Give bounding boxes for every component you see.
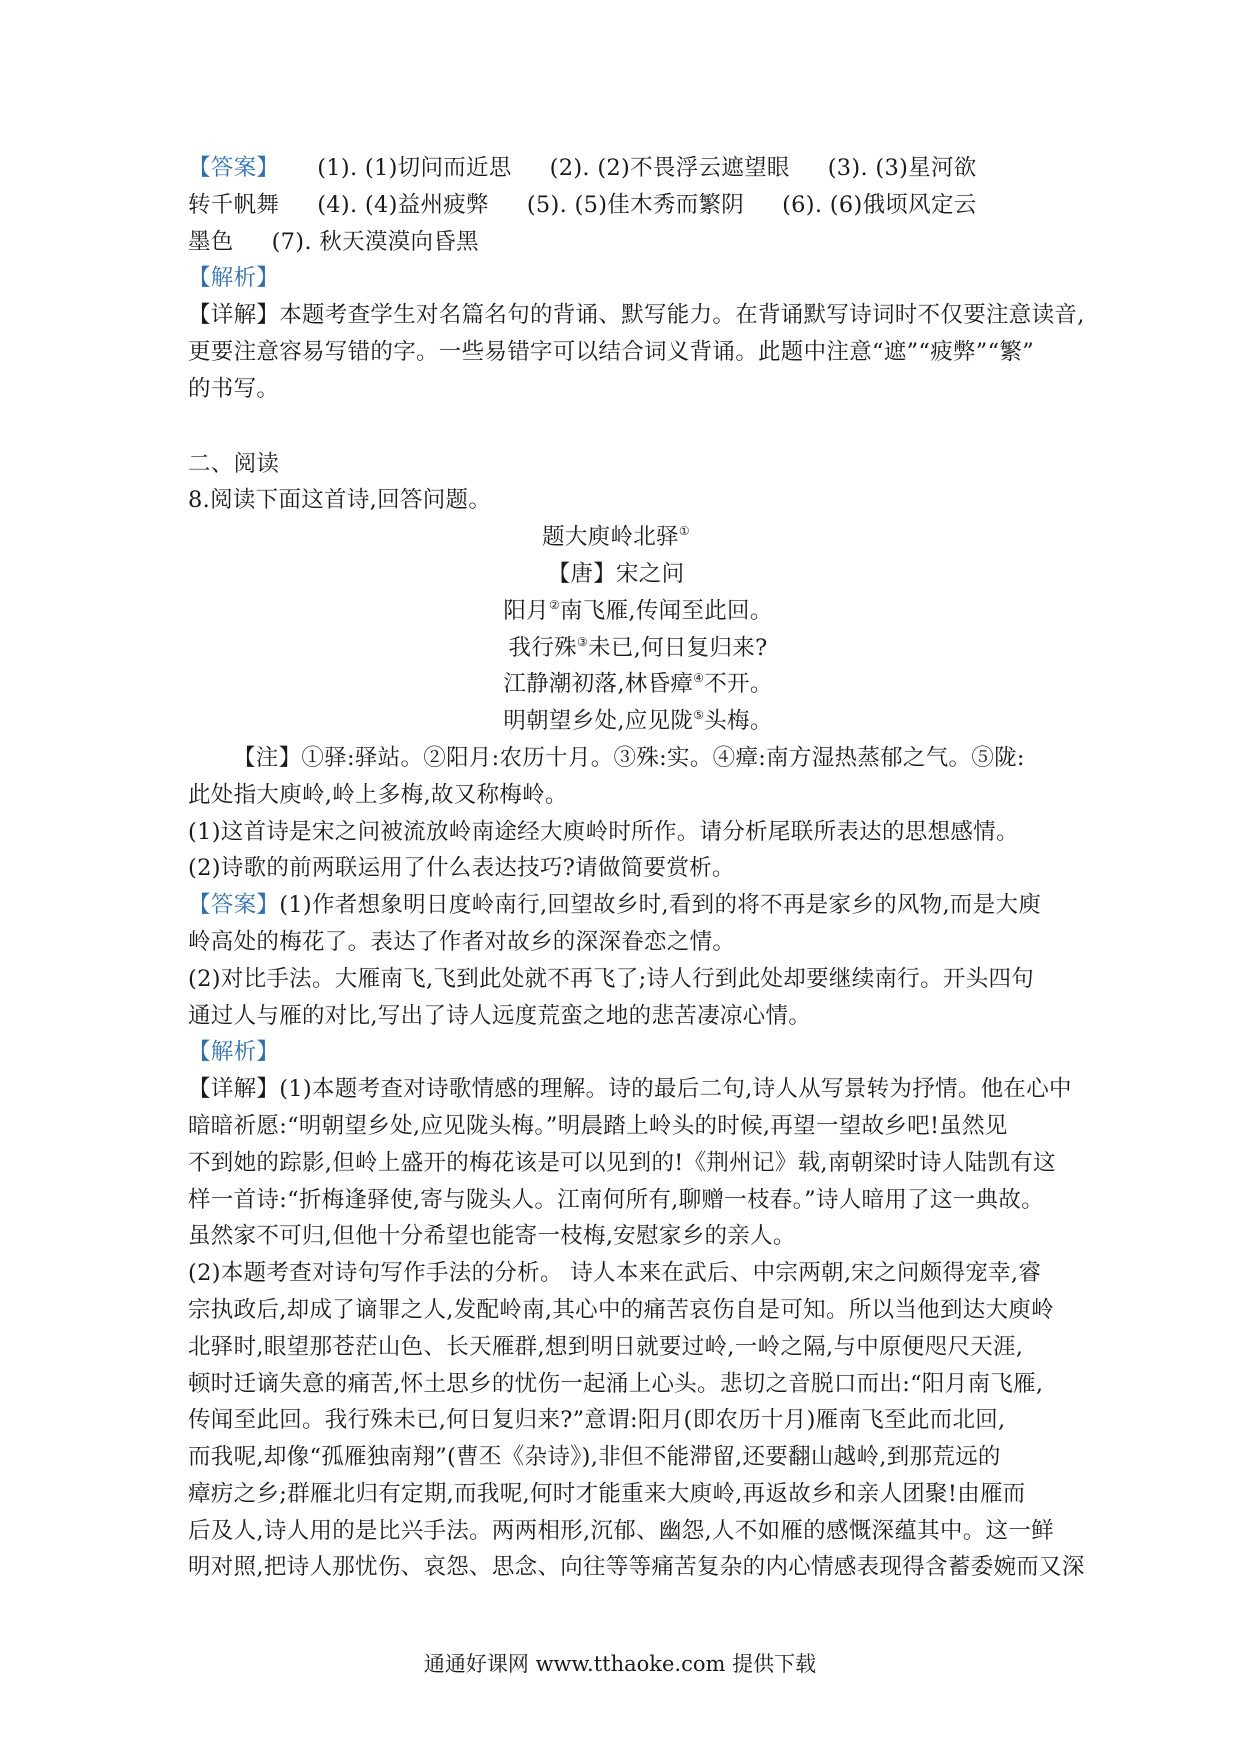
answer-item: (2). (2)不畏浮云遮望眼 (549, 155, 790, 181)
answer2-line: 通过人与雁的对比,写出了诗人远度荒蛮之地的悲苦凄凉心情。 (188, 1002, 812, 1029)
analysis-tag: 【解析】 (188, 1039, 280, 1066)
poem-notes: 此处指大庾岭,岭上多梅,故又称梅岭。 (188, 781, 568, 808)
detail-tag: 【详解】 (188, 1076, 280, 1103)
answer-item: (3). (3)星河欲 (827, 155, 977, 181)
sub-question: (2)诗歌的前两联运用了什么表达技巧?请做简要赏析。 (188, 855, 735, 882)
footnote-marker: ④ (693, 671, 705, 686)
detail-line: 不到她的踪影,但岭上盛开的梅花该是可以见到的!《荆州记》载,南朝梁时诗人陆凯有这 (188, 1149, 1056, 1176)
poem-notes: 【注】①驿:驿站。②阳月:农历十月。③殊:实。④瘴:南方湿热蒸郁之气。⑤陇: (233, 744, 1025, 771)
answer-item: (6). (6)俄顷风定云 (782, 191, 977, 218)
question-prompt: 8.阅读下面这首诗,回答问题。 (188, 487, 492, 514)
poem-author: 【唐】宋之问 (547, 560, 685, 587)
section-heading: 二、阅读 (188, 450, 280, 477)
detail-line: 北驿时,眼望那苍茫山色、长天雁群,想到明日就要过岭,一岭之隔,与中原便咫尺天涯, (188, 1333, 1024, 1360)
answer-item: (4). (4)益州疲弊 (317, 191, 489, 218)
detail-line: 后及人,诗人用的是比兴手法。两两相形,沉郁、幽怨,人不如雁的感慨深蕴其中。这一鲜 (188, 1517, 1054, 1544)
poem-title: 题大庾岭北驿① (542, 524, 690, 551)
answer-item: (5). (5)佳木秀而繁阴 (526, 191, 745, 218)
answer-line-2 (188, 187, 1060, 224)
detail-line: 明对照,把诗人那忧伤、哀怨、思念、向往等等痛苦复杂的内心情感表现得含蓄委婉而又深 (188, 1554, 1085, 1581)
poem-line: 我行殊③未已,何日复归来? (508, 634, 768, 661)
answer2-line: (2)对比手法。大雁南飞,飞到此处就不再飞了;诗人行到此处却要继续南行。开头四句 (188, 965, 1035, 992)
answer-line-1 (188, 150, 1060, 187)
sub-question: (1)这首诗是宋之问被流放岭南途经大庾岭时所作。请分析尾联所表达的思想感情。 (188, 818, 1019, 845)
detail-line: 顿时迁谪失意的痛苦,怀土思乡的忧伤一起涌上心头。悲切之音脱口而出:“阳月南飞雁, (188, 1370, 1044, 1397)
answer-tag: 【答案】 (188, 892, 280, 919)
answer2-line: 岭高处的梅花了。表达了作者对故乡的深深眷恋之情。 (188, 928, 736, 955)
answer2-line: 【答案】(1)作者想象明日度岭南行,回望故乡时,看到的将不再是家乡的风物,而是大庾 (188, 892, 1042, 919)
detail-line: 的书写。 (188, 375, 280, 402)
detail-line: 瘴疠之乡;群雁北归有定期,而我呢,何时才能重来大庾岭,再返故乡和亲人团聚!由雁而 (188, 1480, 1026, 1507)
detail-line: 样一首诗:“折梅逢驿使,寄与陇头人。江南何所有,聊赠一枝春。”诗人暗用了这一典故。 (188, 1186, 1044, 1213)
poem-line: 明朝望乡处,应见陇⑤头梅。 (503, 708, 773, 735)
footnote-marker: ① (678, 524, 690, 539)
document-page (188, 150, 1085, 1586)
answer-tag: 【答案】 (188, 155, 280, 181)
answer-item: 墨色 (188, 228, 234, 255)
footnote-marker: ⑤ (693, 708, 705, 723)
analysis-tag: 【解析】 (188, 265, 280, 292)
detail-line: 暗暗祈愿:“明朝望乡处,应见陇头梅。”明晨踏上岭头的时候,再望一望故乡吧!虽然见 (188, 1112, 1008, 1139)
footnote-marker: ③ (576, 634, 589, 649)
detail-line: (2)本题考查对诗句写作手法的分析。 诗人本来在武后、中宗两朝,宋之问颇得宠幸,睿 (188, 1260, 1042, 1287)
answer-line-3 (188, 224, 1060, 261)
detail-line: 更要注意容易写错的字。一些易错字可以结合词义背诵。此题中注意“遮”“疲弊”“繁” (188, 338, 1035, 365)
footnote-marker: ② (548, 597, 560, 612)
page-footer: 通通好课网 www.tthaoke.com 提供下载 (423, 1652, 817, 1676)
detail-line: 虽然家不可归,但他十分希望也能寄一枝梅,安慰家乡的亲人。 (188, 1223, 796, 1250)
poem-line: 阳月②南飞雁,传闻至此回。 (503, 597, 773, 624)
answer-item: 转千帆舞 (188, 191, 280, 218)
detail-line: 传闻至此回。我行殊未已,何日复归来?”意谓:阳月(即农历十月)雁南飞至此而北回, (188, 1407, 1006, 1434)
detail-line: 宗执政后,却成了谪罪之人,发配岭南,其心中的痛苦哀伤自是可知。所以当他到达大庾岭 (188, 1296, 1054, 1323)
detail-line: 而我呢,却像“孤雁独南翔”(曹丕《杂诗》),非但不能滞留,还要翻山越岭,到那荒远的 (188, 1444, 1001, 1471)
answer-item: (1). (1)切问而近思 (317, 155, 512, 181)
detail-line: 【详解】本题考查学生对名篇名句的背诵、默写能力。在背诵默写诗词时不仅要注意读音, (188, 302, 1085, 329)
detail-tag: 【详解】 (188, 302, 280, 329)
poem-line: 江静潮初落,林昏瘴④不开。 (503, 671, 773, 698)
detail-line: 【详解】(1)本题考查对诗歌情感的理解。诗的最后二句,诗人从写景转为抒情。他在心中 (188, 1076, 1072, 1103)
answer-item: (7). 秋天漠漠向昏黑 (271, 228, 479, 255)
